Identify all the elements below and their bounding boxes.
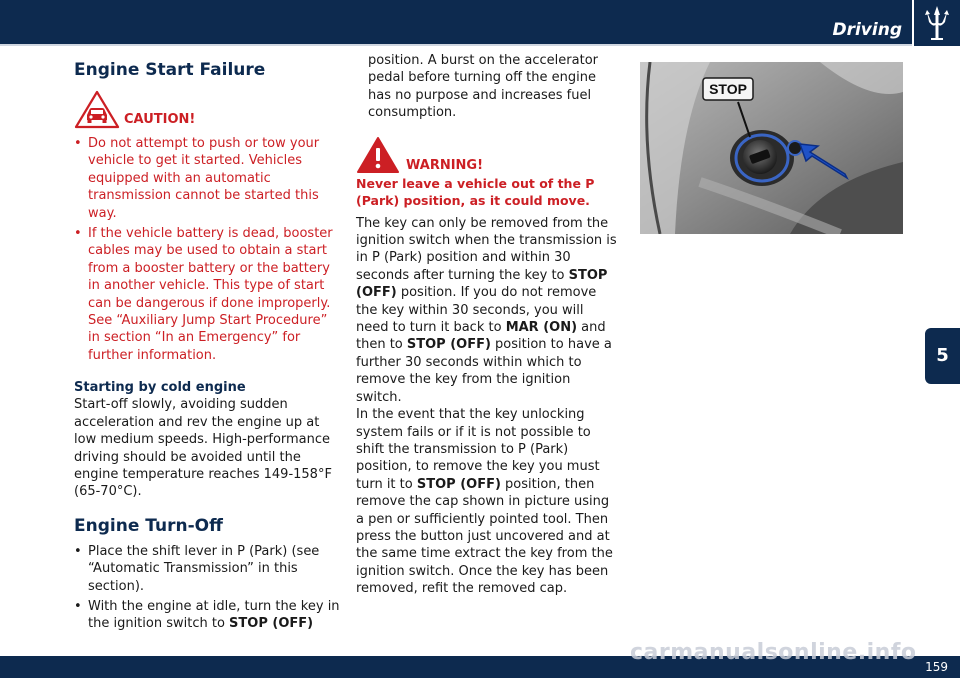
chapter-tab[interactable]: 5 [925, 328, 960, 384]
warning-icon [356, 136, 400, 174]
caution-label: CAUTION! [124, 112, 196, 127]
header-divider [0, 44, 960, 46]
caution-list [74, 135, 342, 364]
caution-callout [74, 89, 342, 129]
header-bar [0, 0, 960, 44]
watermark: carmanualsonline.info [630, 640, 917, 665]
warning-label: WARNING! [406, 157, 484, 173]
trident-icon [914, 0, 960, 46]
bold-term: STOP (OFF) [229, 616, 314, 632]
heading-cold-engine: Starting by cold engine [74, 380, 246, 396]
warning-text: Never leave a vehicle out of the P (Park) position, as it could move. [356, 175, 595, 208]
continuation-text: position. A burst on the accelerator pedal before turning off the engine has no purpose and increases fuel consumption. [368, 53, 598, 121]
car-caution-icon [74, 89, 120, 129]
page-number: 159 [925, 660, 948, 674]
left-column [74, 56, 342, 636]
ignition-photo [640, 62, 903, 234]
caution-item: • Do not attempt to push or tow your vehicle to get it started. Vehicles equipped with an automatic transmission cannot be started this way. [74, 135, 342, 222]
caution-item: • If the vehicle battery is dead, booster cables may be used to obtain a start from a booster battery or the battery in another vehicle. This type of start can be dangerous if done improperly. See “Auxiliary Jump Start Procedure” in section “In an Emergency” for further information. [74, 225, 342, 364]
key-unlock-failure-text: In the event that the key unlocking system fails or if it is not possible to shift the transmission to P (Park) position, to remove the key you must turn it to STOP (OFF) position, then remove the cap shown in picture using a pen or sufficiently pointed tool. Then press the button just uncovered and at the same time extract the key from the ignition switch. Once the key has been removed, refit the removed cap. [356, 407, 613, 597]
section-title: Driving [832, 20, 902, 40]
turn-off-item: • With the engine at idle, turn the key in the ignition switch to STOP (OFF) [74, 598, 342, 633]
heading-engine-turn-off: Engine Turn-Off [74, 515, 223, 536]
stop-label: STOP [709, 81, 747, 97]
cold-engine-text: Start-off slowly, avoiding sudden acceleration and rev the engine up at low medium speeds. High-performance driving should be avoided until the engine temperature reaches 149-158°F (65-70°C). [74, 397, 332, 500]
logo [912, 0, 960, 46]
warning-callout [356, 136, 620, 174]
heading-engine-start-failure: Engine Start Failure [74, 60, 266, 80]
turn-off-item: • Place the shift lever in P (Park) (see “Automatic Transmission” in this section). [74, 543, 342, 595]
turn-off-list [74, 543, 342, 633]
key-removal-text: The key can only be removed from the ignition switch when the transmission is in P (Park) position and within 30 seconds after turning the key to STOP (OFF) position. If you do not remove the key within 30 seconds, you will need to turn it back to MAR (ON) and then to STOP (OFF) position to have a further 30 seconds within which to remove the key from the ignition switch. [356, 215, 617, 405]
middle-column [356, 52, 620, 598]
